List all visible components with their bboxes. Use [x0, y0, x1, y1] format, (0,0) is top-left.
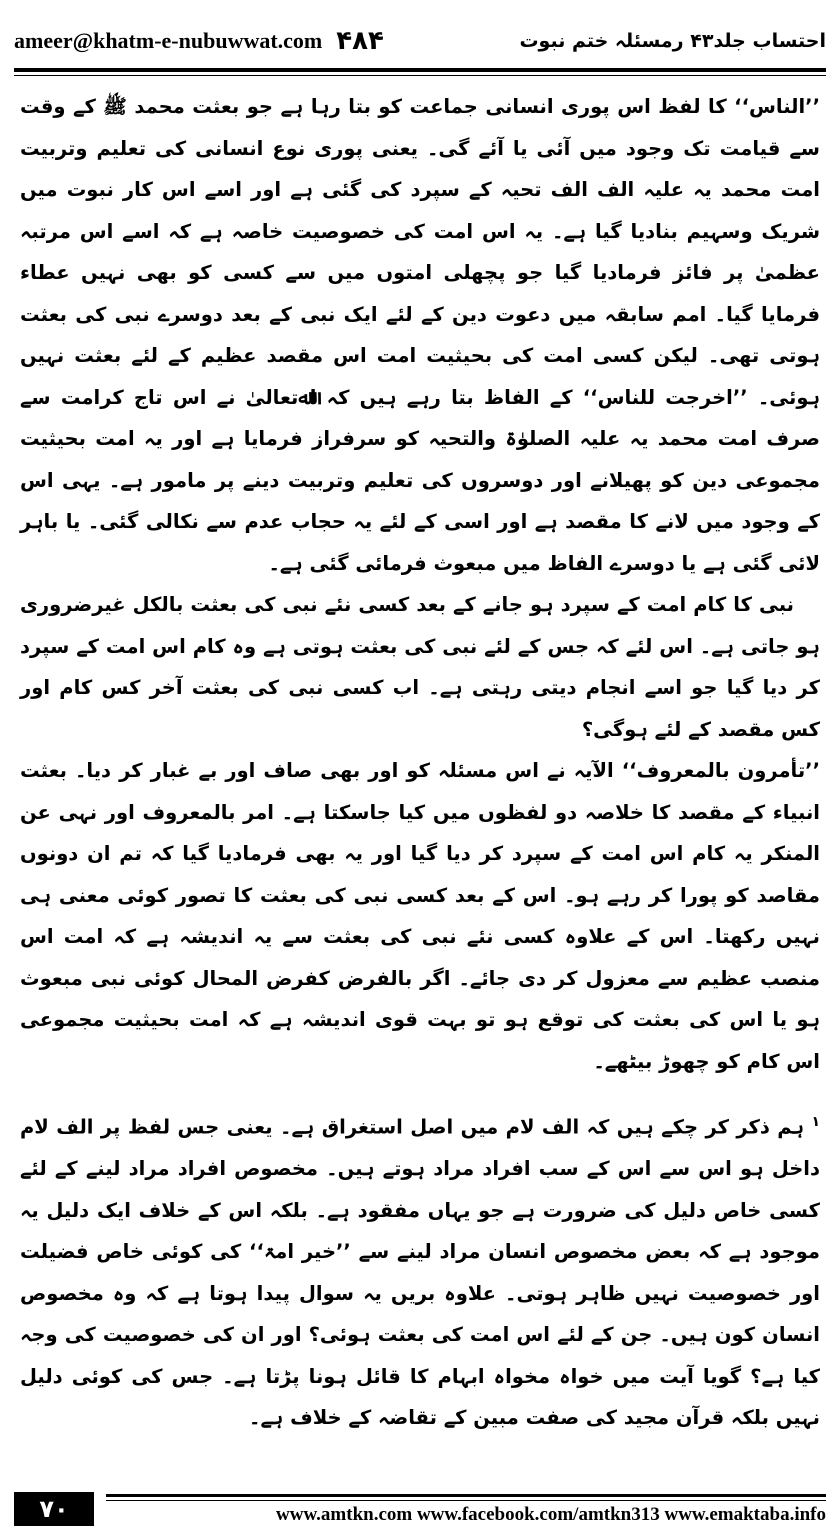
footnote-text: ہم ذکر کر چکے ہیں کہ الف لام میں اصل استغراق ہے۔ یعنی جس لفظ پر الف لام داخل ہو اس سے اس کے سب افراد مراد ہوتے ہیں۔ مخصوص افراد مراد لینے کے لئے کسی خاص دلیل کی ضرورت ہے جو یہاں مفقود ہے۔ بلکہ اس کے خلاف ایک دلیل یہ موجود ہے کہ بعض مخصوص انسان مراد لینے سے ’’خیر امۃ‘‘ کی کوئی خاص فضیلت اور خصوصیت نہیں ظاہر ہوتی۔ علاوہ بریں یہ سوال پیدا ہوتا ہے کہ وہ مخصوص انسان کون ہیں۔ جن کے لئے اس امت کی بعثت ہوئی؟ اور ان کی خصوصیت کی وجہ کیا ہے؟ گویا آیت میں خواہ مخواہ ابہام کا قائل ہونا پڑتا ہے۔ جس کی کوئی دلیل نہیں بلکہ قرآن مجید کی صفت مبین کے تقاضہ کے خلاف ہے۔: [20, 1115, 820, 1429]
header-page-number: ۴۸۴: [336, 26, 384, 56]
header-rule-thick: [14, 68, 826, 72]
paragraph: ’’تأمرون بالمعروف‘‘ الآیہ نے اس مسئلہ کو اور بھی صاف اور بے غبار کر دیا۔ بعثت انبیاء کے مقصد کا خلاصہ دو لفظوں میں کیا جاسکتا ہے۔ امر بالمعروف اور نہی عن المنکر یہ کام اس امت کے سپرد کر دیا گیا اور یہ بھی فرمادیا گیا کہ تم ان دونوں مقاصد کو پورا کر رہے ہو۔ اس کے بعد کسی نبی کی بعثت کا تصور کوئی معنی ہی نہیں رکھتا۔ اس کے علاوہ کسی نئے نبی کی بعثت سے یہ اندیشہ ہے کہ امت اس منصب عظیم سے معزول کر دی جائے۔ اگر بالفرض کفرض المحال کوئی نبی مبعوث ہو یا اس کی بعثت کی توقع ہو تو بہت قوی اندیشہ ہے کہ امت بحیثیت مجموعی اس کام کو چھوڑ بیٹھے۔: [20, 759, 820, 1073]
page-footer: [14, 1490, 826, 1530]
paragraph: نبی کا کام امت کے سپرد ہو جانے کے بعد کسی نئے نبی کی بعثت بالکل غیرضروری ہو جاتی ہے۔ اس لئے کہ جس کے لئے نبی کی بعثت ہوتی ہے وہ کام اس امت کے سپرد کر دیا گیا جو اسے انجام دیتی رہتی ہے۔ اب کسی نبی کی بعثت آخر کس کام اور کس مقصد کے لئے ہوگی؟: [20, 593, 820, 741]
page-header: [14, 18, 826, 64]
footnote: [20, 1102, 820, 1439]
footer-urls: www.amtkn.com www.facebook.com/amtkn313 www.emaktaba.info: [276, 1504, 826, 1525]
header-left: [14, 26, 384, 56]
header-rule-thin: [14, 75, 826, 76]
running-title: احتساب جلد۴۳ رمسئلہ ختم نبوت: [519, 30, 826, 52]
folio-number: ۷۰: [14, 1492, 94, 1526]
paragraph: ’’الناس‘‘ کا لفظ اس پوری انسانی جماعت کو بتا رہا ہے جو بعثت محمد ﷺ کے وقت سے قیامت تک وجود میں آئی یا آئے گی۔ یعنی پوری نوع انسانی کی تعلیم وتربیت امت محمد یہ علیہ الف الف تحیہ کے سپرد کی گئی ہے اور اسے اس کار نبوت میں شریک وسہیم بنادیا گیا ہے۔ یہ اس امت کی خصوصیت خاصہ ہے کہ اسے اس مرتبہ عظمیٰ پر فائز فرمادیا گیا جو پچھلی امتوں میں سے کسی کو بھی نہیں عطاء فرمایا گیا۔ امم سابقہ میں دعوت دین کے لئے ایک نبی کے بعد دوسرے نبی کی بعثت ہوتی تھی۔ لیکن کسی امت کی بحیثیت امت اس مقصد عظیم کے لئے بعثت نہیں ہوئی۔ ’’اخرجت للناس‘‘ کے الفاظ بتا رہے ہیں کہ اﷲتعالیٰ نے اس تاج کرامت سے صرف امت محمد یہ علیہ الصلوٰۃ والتحیہ کو سرفراز فرمایا ہے اور یہ امت بحیثیت مجموعی دین کو پھیلانے اور دوسروں کی تعلیم وتربیت دینے پر مامور ہے۔ یہی اس کے وجود میں لانے کا مقصد ہے اور اسی کے لئے یہ حجاب عدم سے نکالی گئی۔ یا باہر لائی گئی ہے یا دوسرے الفاظ میں مبعوث فرمائی گئی ہے۔: [20, 95, 820, 575]
footer-rule-thin: [106, 1500, 826, 1501]
body-text: [20, 86, 820, 1439]
footnote-marker: ۱: [811, 1114, 820, 1130]
footer-rule-thick: [106, 1494, 826, 1497]
header-email: ameer@khatm-e-nubuwwat.com: [14, 28, 323, 53]
